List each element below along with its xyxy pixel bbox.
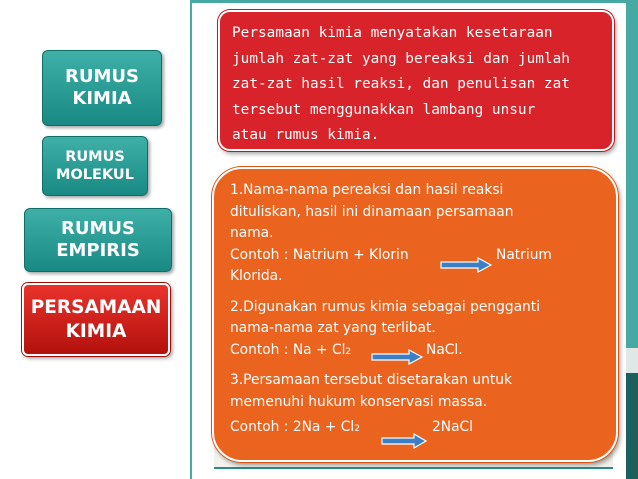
definition-line: Persamaan kimia menyatakan kesetaraan (232, 25, 553, 41)
step2-example-subscript: 2 (345, 346, 352, 357)
definition-callout (218, 10, 614, 151)
step1-example-reactants: Contoh : Natrium + Klorin (230, 246, 409, 263)
definition-line: jumlah zat-zat yang bereaksi dan jumlah (232, 50, 570, 67)
step1-line: dituliskan, hasil ini dinamaan persamaan (230, 203, 514, 220)
nav-button-label-line1: RUMUS (61, 217, 135, 239)
step2-example-reactants: Contoh : Na + Cl (230, 341, 346, 358)
definition-line: tersebut menggunakkan lambang unsur (232, 101, 536, 118)
nav-button-label-line2: KIMIA (65, 320, 127, 342)
reaction-arrow-icon (440, 257, 492, 273)
step1-line: 1.Nama-nama pereaksi dan hasil reaksi (230, 182, 504, 198)
nav-button-label-line1: PERSAMAAN (30, 297, 162, 319)
step1-line: nama. (230, 225, 274, 241)
definition-line: atau rumus kimia. (232, 127, 380, 143)
nav-button-label-line1: RUMUS (65, 148, 125, 165)
nav-button-rumus-empiris[interactable] (24, 208, 172, 272)
reaction-arrow-icon (381, 433, 427, 449)
nav-button-label-line2: EMPIRIS (56, 240, 140, 261)
nav-button-label-line2: MOLEKUL (56, 167, 134, 183)
step2-example-products: NaCl. (426, 341, 463, 358)
step3-line: memenuhi hukum konservasi massa. (230, 393, 488, 410)
step2-line: 2.Digunakan rumus kimia sebagai pengganti (230, 298, 541, 315)
frame-line-top (190, 0, 626, 3)
step3-example-reactants: Contoh : 2Na + Cl (230, 419, 355, 435)
reaction-arrow-icon (371, 349, 423, 365)
nav-button-label-line1: RUMUS (65, 65, 139, 87)
step1-example (230, 245, 600, 267)
step3-line: 3.Persamaan tersebut disetarakan untuk (230, 372, 513, 388)
step3-example-subscript: 2 (354, 424, 360, 434)
step2-line: nama-nama zat yang terlibat. (230, 320, 436, 336)
nav-button-rumus-kimia[interactable] (42, 50, 162, 126)
nav-button-label-line2: KIMIA (72, 88, 132, 109)
step1-example-continued: Klorida. (230, 268, 283, 284)
frame-line-left (190, 0, 192, 479)
definition-line: zat-zat hasil reaksi, dan penulisan zat (232, 76, 570, 92)
step3-example-products: 2NaCl (432, 419, 474, 435)
nav-button-rumus-molekul[interactable] (42, 136, 148, 196)
right-accent-bar-light (626, 348, 638, 373)
steps-text (230, 180, 600, 439)
step1-example-products: Natrium (496, 246, 552, 263)
nav-button-persamaan-kimia-active[interactable] (22, 283, 170, 356)
